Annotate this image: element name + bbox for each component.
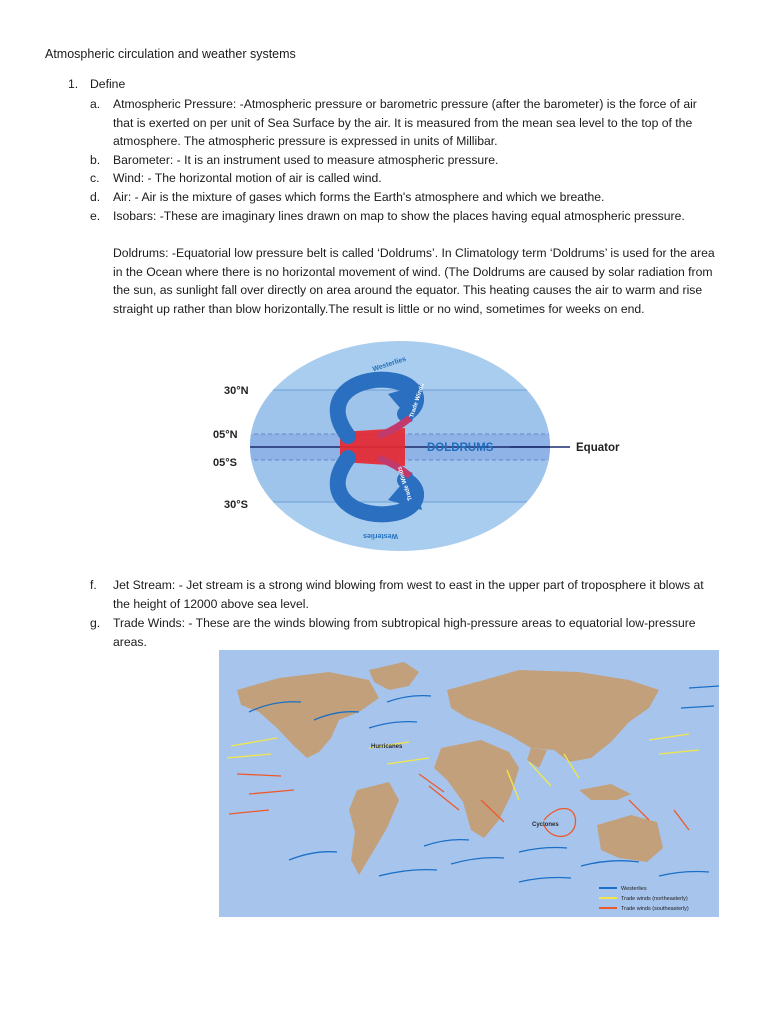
- list-marker: c.: [90, 171, 100, 185]
- westerlies-label-south: Westerlies: [363, 532, 398, 539]
- legend-northeasterly: Trade winds (northeasterly): [621, 896, 688, 902]
- list-marker: a.: [90, 97, 101, 111]
- label-30n: 30°N: [224, 385, 249, 397]
- trade-winds-label-north: Trade Winds: [409, 382, 426, 419]
- hurricanes-label: Hurricanes: [371, 744, 403, 750]
- list-marker: b.: [90, 153, 101, 167]
- label-05n: 05°N: [213, 429, 238, 441]
- world-wind-map: [219, 650, 719, 917]
- doldrums-label: DOLDRUMS: [427, 442, 494, 454]
- trade-winds-label-south: Trade Winds: [397, 465, 414, 502]
- definition-doldrums: Doldrums: -Equatorial low pressure belt is called ‘Doldrums’. In Climatology term ‘Doldrums’ is used for the area in the Ocean where there is no horizontal movement of wind. (The Doldrums are caused by solar radiation from the sun, as sunlight fall over directly on area around the equator. This heating causes the air to warm and rise straight up rather than blow horizontally.The result is little or no wind, sometimes for weeks on end.: [113, 246, 715, 316]
- doldrums-diagram: [200, 336, 620, 556]
- westerlies-label-north: Westerlies: [371, 355, 408, 374]
- equator-label: Equator: [576, 442, 620, 454]
- label-05s: 05°S: [213, 457, 237, 469]
- definition-text: Barometer: - It is an instrument used to measure atmospheric pressure.: [113, 153, 499, 167]
- legend-westerlies: Westerlies: [621, 886, 647, 892]
- list-marker: e.: [90, 209, 101, 223]
- definition-text: Jet Stream: - Jet stream is a strong wind blowing from west to east in the upper part of troposphere it blows at the height of 12000 above sea level.: [113, 578, 704, 611]
- question-1: [68, 77, 125, 91]
- definition-text: Trade Winds: - These are the winds blowing from subtropical high-pressure areas to equatorial low-pressure areas.: [113, 616, 696, 649]
- question-number: 1.: [68, 77, 79, 91]
- definition-text: Wind: - The horizontal motion of air is called wind.: [113, 171, 382, 185]
- list-marker: f.: [90, 578, 97, 592]
- list-marker: d.: [90, 190, 101, 204]
- legend-southeasterly: Trade winds (southeasterly): [621, 906, 689, 912]
- list-marker: g.: [90, 616, 101, 630]
- label-30s: 30°S: [224, 499, 248, 511]
- document-title: Atmospheric circulation and weather systems: [45, 47, 296, 61]
- definition-text: Isobars: -These are imaginary lines drawn on map to show the places having equal atmospheric pressure.: [113, 209, 685, 223]
- definition-text: Atmospheric Pressure: -Atmospheric pressure or barometric pressure (after the barometer) is the force of air that is exerted on per unit of Sea Surface by the air. It is measured from the mean sea level to the top of the atmosphere. The atmospheric pressure is expressed in units of Millibar.: [113, 97, 697, 149]
- cyclones-label: Cyclones: [532, 822, 559, 828]
- definition-text: Air: - Air is the mixture of gases which forms the Earth's atmosphere and which we breathe.: [113, 190, 605, 204]
- question-label: Define: [90, 77, 126, 91]
